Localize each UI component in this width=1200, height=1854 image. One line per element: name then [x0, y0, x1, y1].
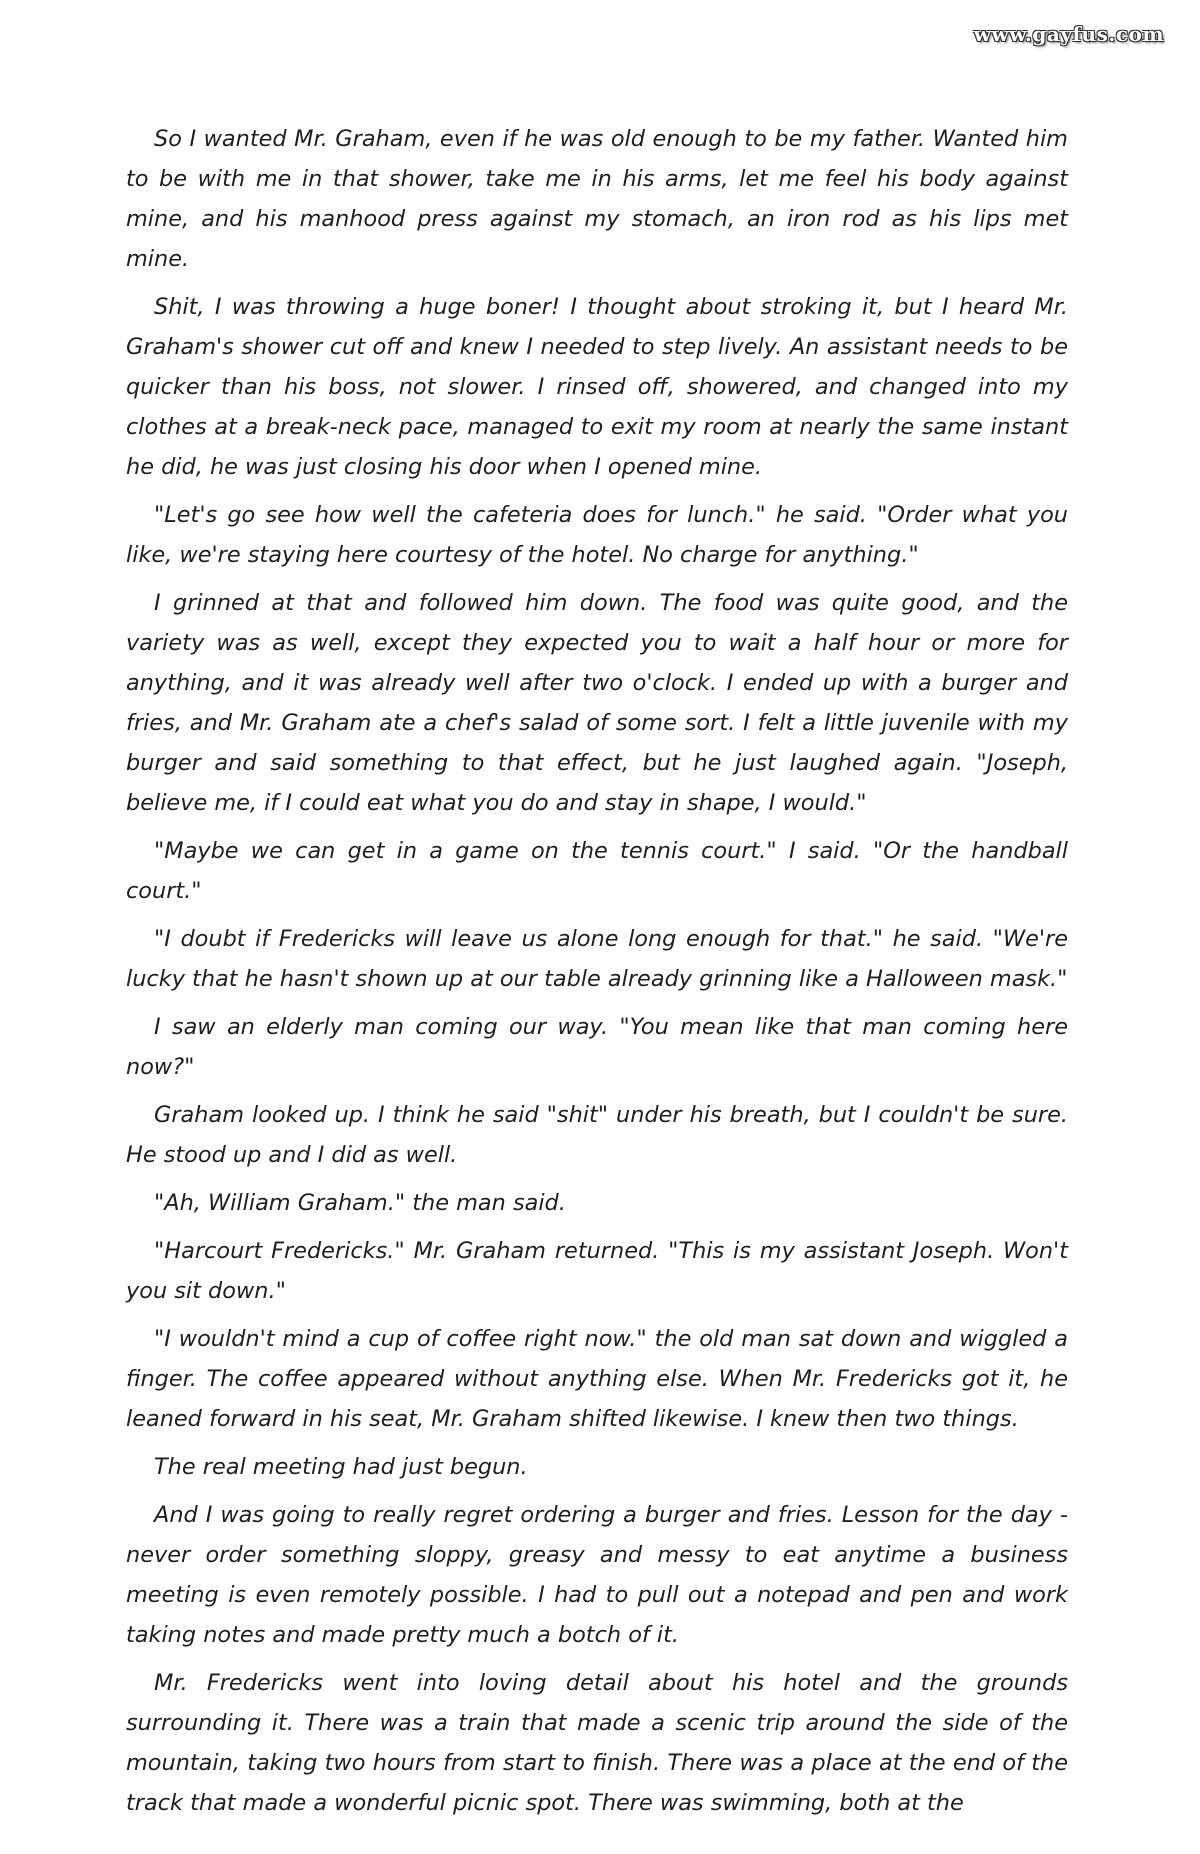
paragraph-7: I saw an elderly man coming our way. "You mean like that man coming here now?"	[126, 1014, 1068, 1080]
paragraph-3: "Let's go see how well the cafeteria does for lunch." he said. "Order what you like, we're staying here courtesy of the hotel. No charge for anything."	[126, 502, 1068, 568]
paragraph-10: "Harcourt Fredericks." Mr. Graham returned. "This is my assistant Joseph. Won't you sit down."	[126, 1238, 1068, 1304]
paragraph-4: I grinned at that and followed him down. The food was quite good, and the variety was as well, except they expected you to wait a half hour or more for anything, and it was already well after two o'clock. I ended up with a burger and fries, and Mr. Graham ate a chef's salad of some sort. I felt a little juvenile with my burger and said something to that effect, but he just laughed again. "Joseph, believe me, if I could eat what you do and stay in shape, I would."	[126, 590, 1068, 816]
paragraph-9: "Ah, William Graham." the man said.	[154, 1190, 566, 1216]
paragraph-8: Graham looked up. I think he said "shit" under his breath, but I couldn't be sure. He stood up and I did as well.	[126, 1102, 1068, 1168]
watermark: www.gayfus.com	[973, 22, 1164, 46]
paragraph-5: "Maybe we can get in a game on the tennis court." I said. "Or the handball court."	[126, 838, 1068, 904]
paragraph-1: So I wanted Mr. Graham, even if he was old enough to be my father. Wanted him to be with me in that shower, take me in his arms, let me feel his body against mine, and his manhood press against my stomach, an iron rod as his lips met mine.	[126, 126, 1068, 272]
paragraph-13: And I was going to really regret ordering a burger and fries. Lesson for the day - never order something sloppy, greasy and messy to eat anytime a business meeting is even remotely possible. I had to pull out a notepad and pen and work taking notes and made pretty much a botch of it.	[126, 1502, 1068, 1648]
paragraph-6: "I doubt if Fredericks will leave us alone long enough for that." he said. "We're lucky that he hasn't shown up at our table already grinning like a Halloween mask."	[126, 926, 1068, 992]
page-text	[126, 119, 1068, 1831]
paragraph-12: The real meeting had just begun.	[154, 1454, 528, 1480]
paragraph-11: "I wouldn't mind a cup of coffee right now." the old man sat down and wiggled a finger. The coffee appeared without anything else. When Mr. Fredericks got it, he leaned forward in his seat, Mr. Graham shifted likewise. I knew then two things.	[126, 1326, 1068, 1432]
paragraph-2: Shit, I was throwing a huge boner! I thought about stroking it, but I heard Mr. Graham's shower cut off and knew I needed to step lively. An assistant needs to be quicker than his boss, not slower. I rinsed off, showered, and changed into my clothes at a break-neck pace, managed to exit my room at nearly the same instant he did, he was just closing his door when I opened mine.	[126, 294, 1068, 480]
paragraph-14: Mr. Fredericks went into loving detail about his hotel and the grounds surrounding it. There was a train that made a scenic trip around the side of the mountain, taking two hours from start to finish. There was a place at the end of the track that made a wonderful picnic spot. There was swimming, both at the	[126, 1670, 1068, 1816]
